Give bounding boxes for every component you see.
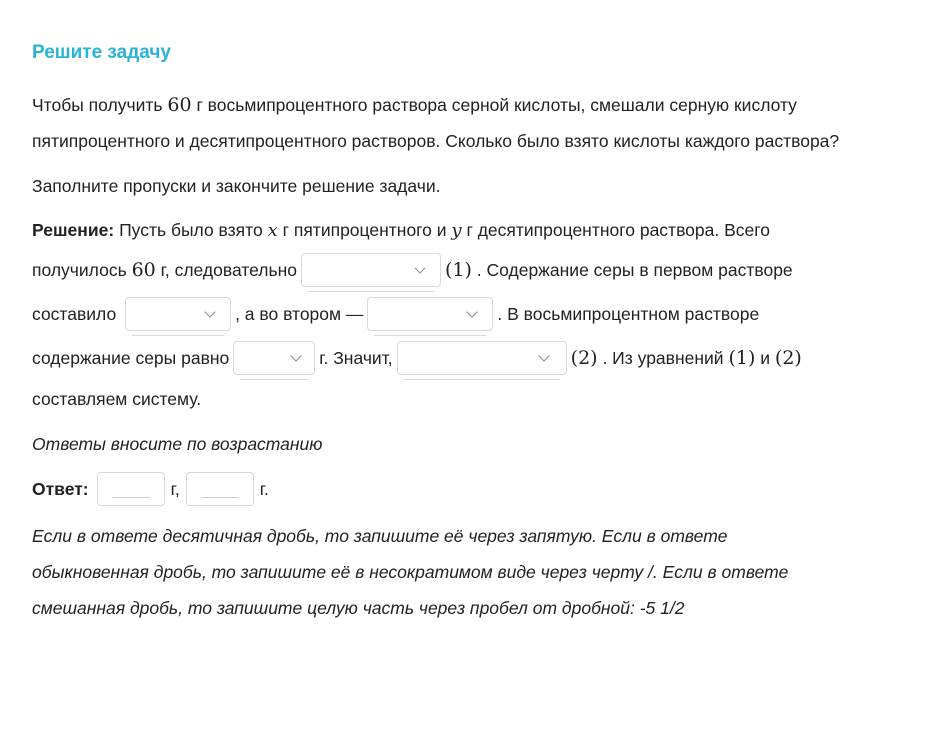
note-text: смешанная дробь, то запишите целую часть через пробел от дробной: -5 1/2	[32, 598, 685, 618]
math-number: 60	[167, 94, 192, 116]
equation-1-select[interactable]	[301, 253, 441, 287]
equation-2-select[interactable]	[397, 341, 567, 375]
solution-text: составило	[32, 303, 117, 324]
solution-line-5	[32, 389, 201, 410]
chevron-down-icon	[291, 350, 302, 361]
second-solution-sulfur-select[interactable]	[367, 297, 493, 331]
equation-1-number: (1)	[445, 259, 472, 281]
solution-text: г десятипроцентного раствора. Всего	[466, 220, 770, 240]
note-line-3	[32, 598, 684, 619]
problem-line-1	[32, 94, 797, 116]
chevron-down-icon	[204, 306, 215, 317]
problem-text: пятипроцентного и десятипроцентного растворов. Сколько было взято кислоты каждого раствора?	[32, 131, 840, 151]
solution-line-1	[32, 220, 770, 241]
problem-text: г восьмипроцентного раствора серной кислоты, смешали серную кислоту	[196, 94, 797, 115]
solution-line-2	[32, 253, 793, 287]
equation-ref-2: (2)	[774, 347, 802, 369]
solution-text: получилось	[32, 259, 127, 280]
problem-line-2	[32, 131, 839, 152]
instruction-text: Заполните пропуски и закончите решение задачи.	[32, 176, 441, 196]
answer-unit: г.	[259, 478, 269, 499]
answer-label: Ответ:	[32, 478, 89, 499]
variable-y: y	[451, 220, 462, 241]
solution-text: г. Значит,	[319, 347, 393, 368]
instruction	[32, 176, 441, 197]
solution-text: составляем систему.	[32, 389, 202, 409]
solution-text: . Содержание серы в первом растворе	[476, 259, 793, 280]
problem-text: Чтобы получить	[32, 94, 163, 115]
first-solution-sulfur-select[interactable]	[125, 297, 231, 331]
solution-text: Пусть было взято	[119, 220, 263, 240]
note-line-2	[32, 562, 788, 583]
chevron-down-icon	[538, 350, 549, 361]
answer-input-2[interactable]	[186, 472, 254, 506]
variable-x: x	[267, 220, 278, 241]
note-line-1	[32, 526, 728, 547]
solution-label: Решение:	[32, 220, 115, 240]
solution-text: . В восьмипроцентном растворе	[497, 303, 760, 324]
solution-line-4	[32, 341, 802, 375]
chevron-down-icon	[467, 306, 478, 317]
solution-line-3	[32, 297, 759, 331]
order-hint	[32, 434, 322, 455]
math-number: 60	[131, 259, 156, 281]
mixture-sulfur-select[interactable]	[233, 341, 315, 375]
answer-row	[32, 472, 269, 506]
note-text: Если в ответе десятичная дробь, то запишите её через запятую. Если в ответе	[32, 526, 728, 546]
note-text: обыкновенная дробь, то запишите её в несократимом виде через черту /. Если в ответе	[32, 562, 789, 582]
solution-text: . Из уравнений	[602, 347, 724, 368]
order-hint-text: Ответы вносите по возрастанию	[32, 434, 323, 454]
task-title: Решите задачу	[32, 42, 171, 63]
answer-unit: г,	[170, 478, 180, 499]
chevron-down-icon	[414, 262, 425, 273]
solution-text: и	[760, 347, 771, 368]
solution-text: содержание серы равно	[32, 347, 230, 368]
answer-input-1[interactable]	[97, 472, 165, 506]
solution-text: г, следовательно	[160, 259, 297, 280]
equation-ref-1: (1)	[728, 347, 756, 369]
solution-text: г пятипроцентного и	[282, 220, 447, 240]
solution-text: , а во втором —	[235, 303, 364, 324]
equation-2-number: (2)	[570, 347, 598, 369]
